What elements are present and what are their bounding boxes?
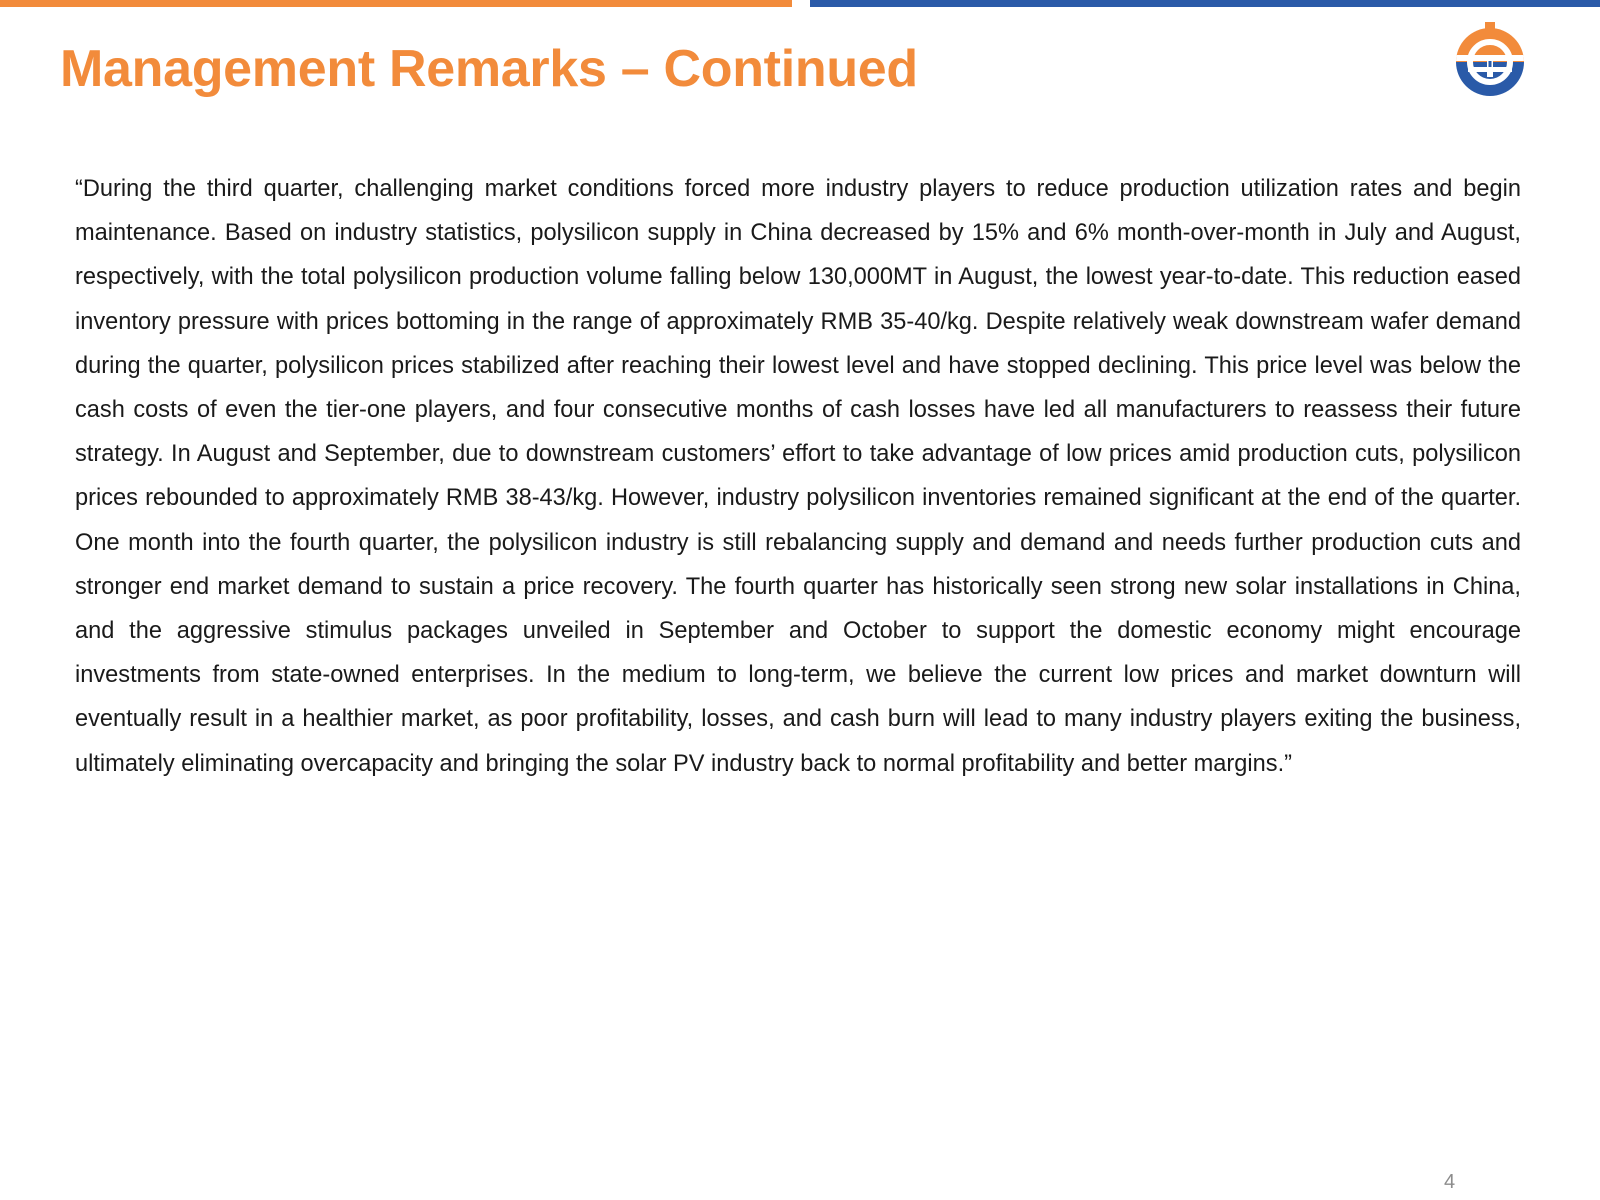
management-remarks-paragraph: “During the third quarter, challenging market conditions forced more industry players to reduce production utilization rates and begin maintenance. Based on industry statistics, polysilicon supply in China decreased by 15% and 6% month-over-month in July and August, respectively, with the total polysilicon production volume falling below 130,000MT in August, the lowest year-to-date. This reduction eased inventory pressure with prices bottoming in the range of approximately RMB 35-40/kg. Despite relatively weak downstream wafer demand during the quarter, polysilicon prices stabilized after reaching their lowest level and have stopped declining. This price level was below the cash costs of even the tier-one players, and four consecutive months of cash losses have led all manufacturers to reassess their future strategy. In August and September, due to downstream customers’ effort to take advantage of low prices amid production cuts, polysilicon prices rebounded to approximately RMB 38-43/kg. However, industry polysilicon inventories remained significant at the end of the quarter. One month into the fourth quarter, the polysilicon industry is still rebalancing supply and demand and needs further production cuts and stronger end market demand to sustain a price recovery. The fourth quarter has historically seen strong new solar installations in China, and the aggressive stimulus packages unveiled in September and October to support the domestic economy might encourage investments from state-owned enterprises. In the medium to long-term, we believe the current low prices and market downturn will eventually result in a healthier market, as poor profitability, losses, and cash burn will lead to many industry players exiting the business, ultimately eliminating overcapacity and bringing the solar PV industry back to normal profitability and better margins.” <box>75 176 1521 777</box>
slide-title: Management Remarks – Continued <box>60 40 918 98</box>
top-accent-bar-orange <box>0 0 792 7</box>
page-number: 4 <box>1444 1171 1456 1193</box>
top-accent-bar-blue <box>810 0 1600 7</box>
company-logo-icon <box>1454 22 1526 98</box>
